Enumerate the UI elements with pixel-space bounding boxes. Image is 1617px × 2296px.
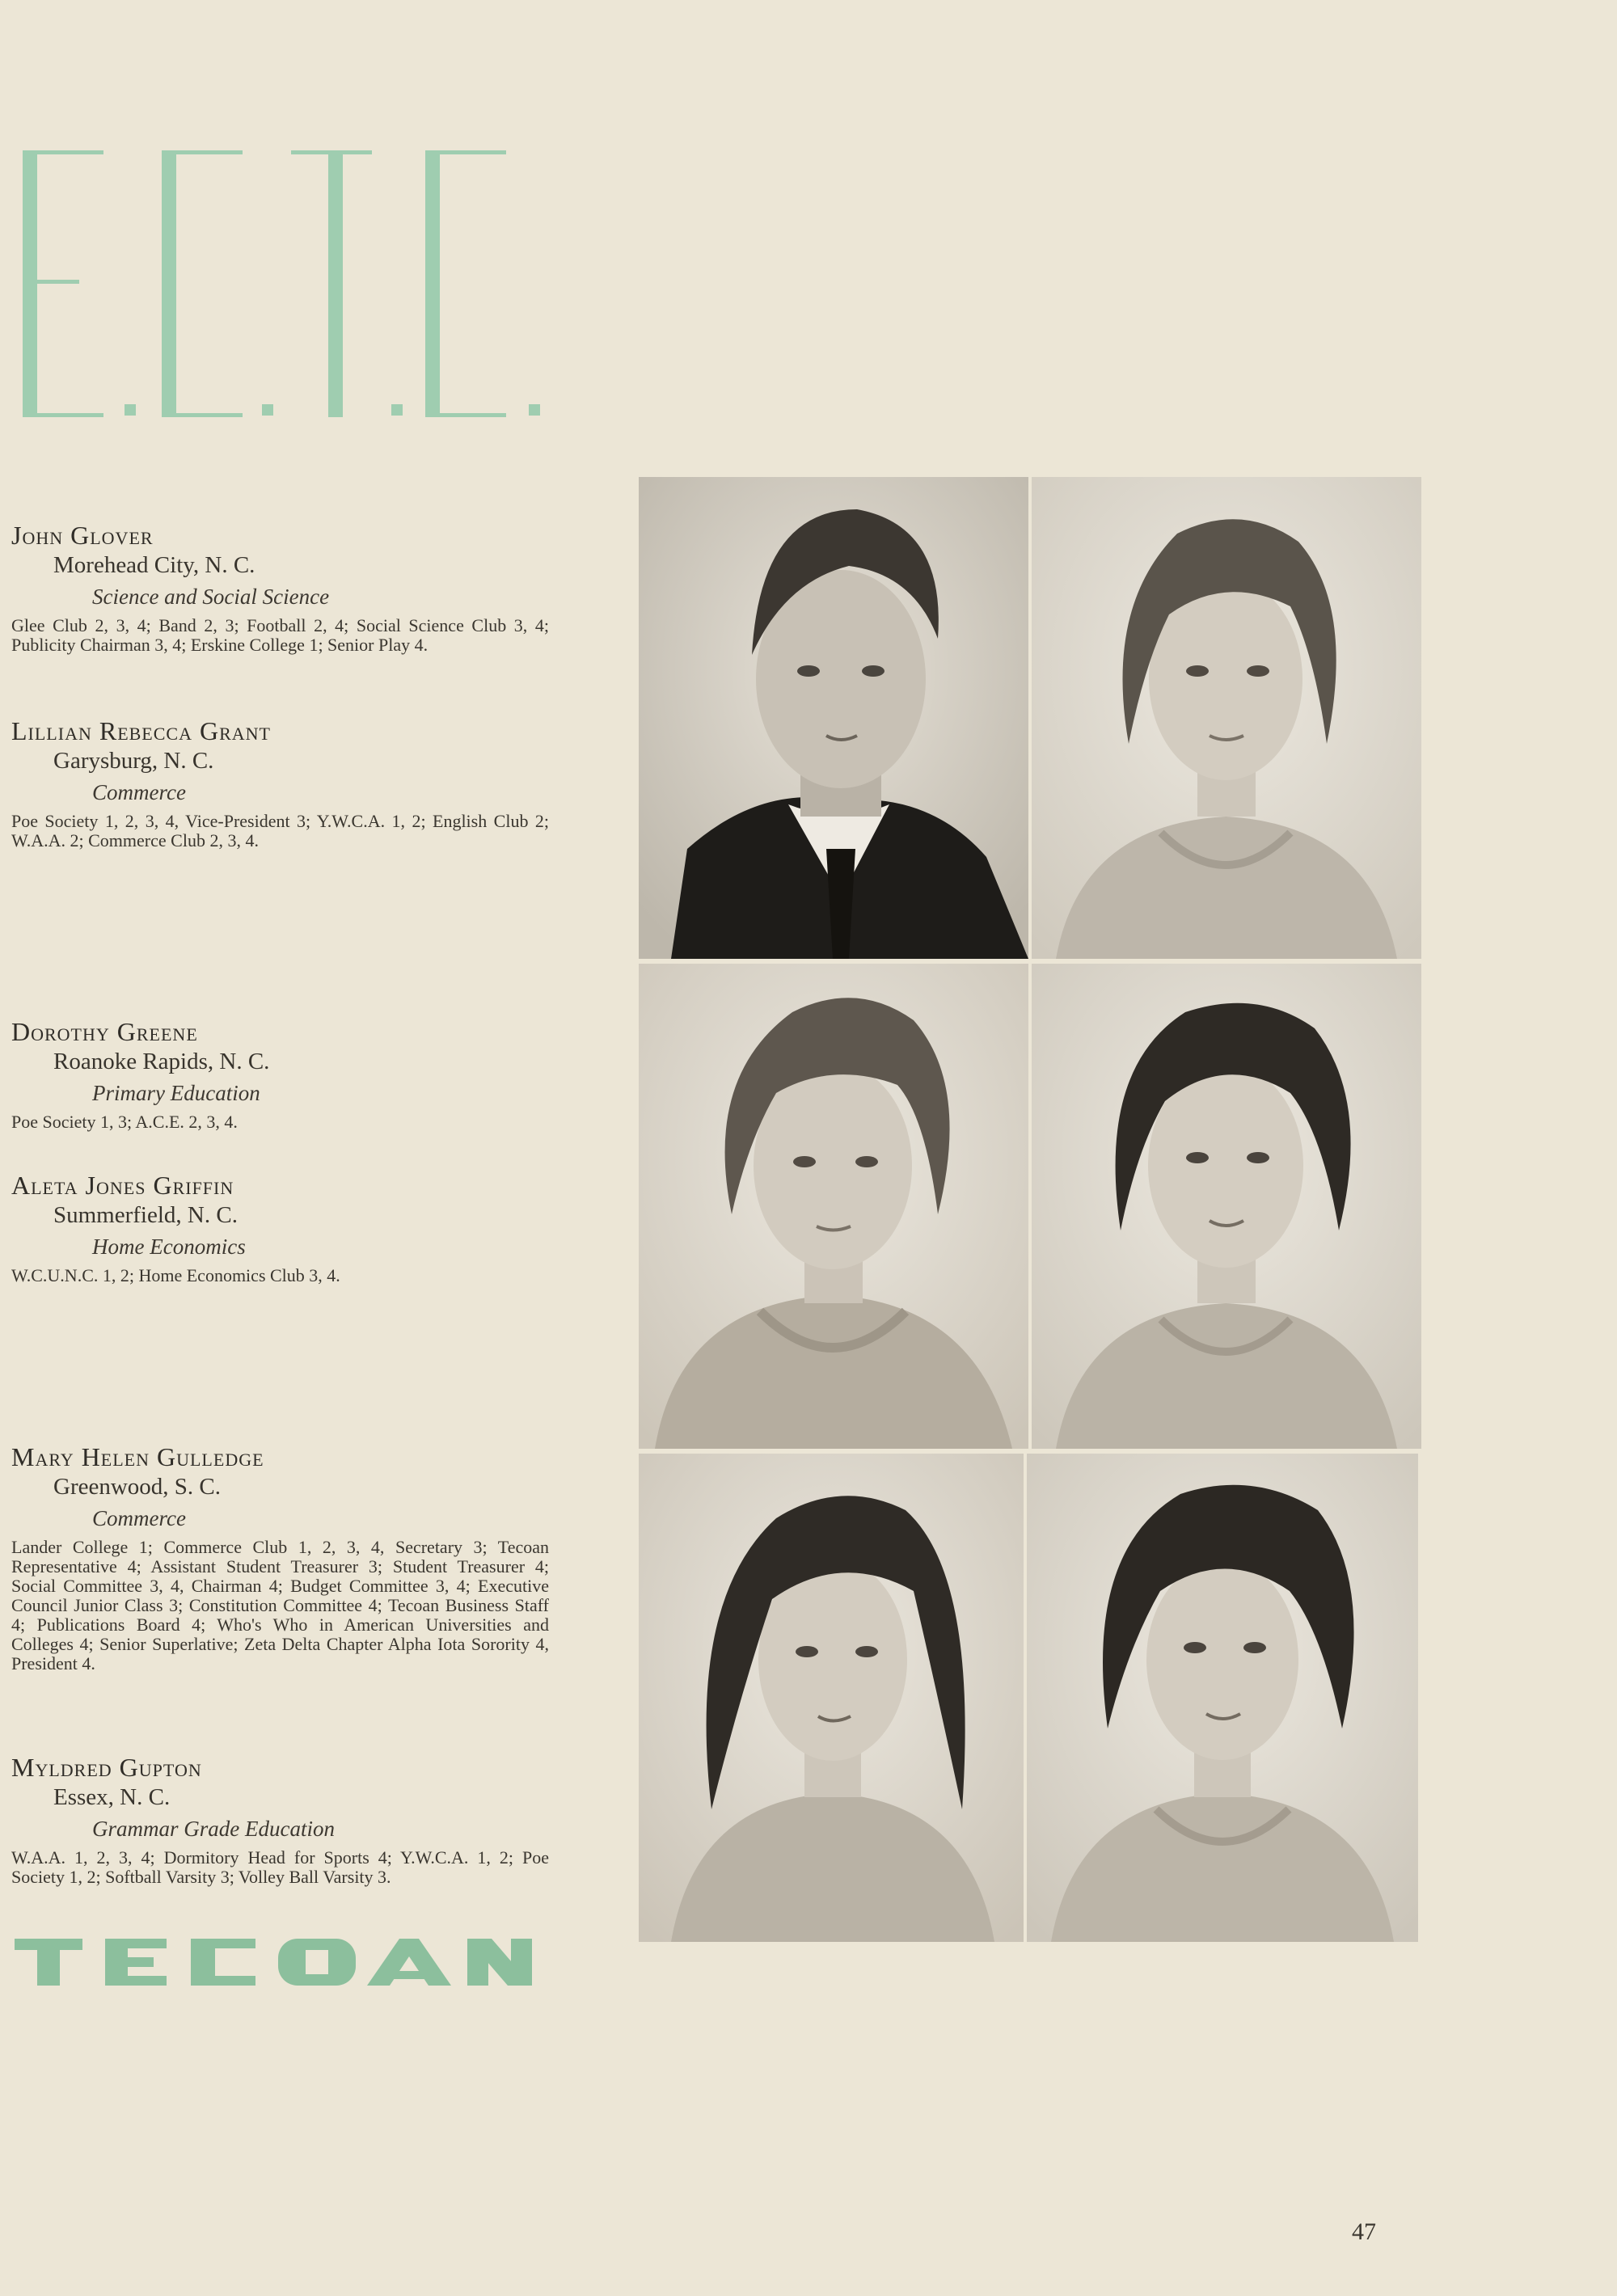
portrait-photo <box>639 1454 1024 1942</box>
portrait-photo <box>639 964 1028 1449</box>
student-hometown: Garysburg, N. C. <box>53 748 214 774</box>
student-name: Mary Helen Gulledge <box>11 1442 264 1471</box>
page-number: 47 <box>1352 2218 1376 2245</box>
student-major: Commerce <box>92 780 186 804</box>
student-hometown: Essex, N. C. <box>53 1784 171 1810</box>
student-entry <box>11 1442 553 1673</box>
student-major: Commerce <box>92 1506 186 1530</box>
student-major: Primary Education <box>92 1081 260 1105</box>
student-entry <box>11 716 553 850</box>
college-title <box>23 150 556 417</box>
student-activities: Poe Society 1, 3; A.C.E. 2, 3, 4. <box>11 1112 238 1132</box>
student-entry <box>11 1171 553 1285</box>
portrait-photo <box>639 477 1028 959</box>
student-activities: Glee Club 2, 3, 4; Band 2, 3; Football 2, 4; Social Science Club 3, 4; Publicity Chairman 3, 4; Erskine College 1; Senior Play 4. <box>11 615 549 655</box>
student-major: Home Economics <box>92 1235 246 1259</box>
student-major: Grammar Grade Education <box>92 1817 335 1841</box>
portrait-photo <box>1032 477 1421 959</box>
student-name: Dorothy Greene <box>11 1017 198 1046</box>
portrait-photo <box>1032 964 1421 1449</box>
student-hometown: Greenwood, S. C. <box>53 1474 222 1500</box>
student-activities: Poe Society 1, 2, 3, 4, Vice-President 3; Y.W.C.A. 1, 2; English Club 2; W.A.A. 2; Commerce Club 2, 3, 4. <box>11 811 549 850</box>
student-name: John Glover <box>11 521 154 550</box>
student-hometown: Roanoke Rapids, N. C. <box>53 1049 270 1074</box>
student-name: Myldred Gupton <box>11 1753 202 1782</box>
tecoan-logo <box>15 1939 532 1986</box>
student-name: Lillian Rebecca Grant <box>11 716 271 745</box>
student-entry <box>11 1753 553 1887</box>
portrait-photo <box>1027 1454 1418 1942</box>
student-name: Aleta Jones Griffin <box>11 1171 234 1200</box>
student-entry <box>11 1017 553 1132</box>
student-activities: W.C.U.N.C. 1, 2; Home Economics Club 3, 4. <box>11 1265 340 1285</box>
student-hometown: Morehead City, N. C. <box>53 552 255 578</box>
student-activities: Lander College 1; Commerce Club 1, 2, 3, 4, Secretary 3; Tecoan Representative 4; Assistant Student Treasurer 3; Student Treasurer 4; Social Committee 3, 4, Chairman 4; Budget Committee 3, 4; Executive Council Junior Class 3; Constitution Committee 4; Tecoan Business Staff 4; Publications Board 4; Who's Who in American Universities and Colleges 4; Senior Superlative; Zeta Delta Chapter Alpha Iota Sorority 4, President 4. <box>11 1537 549 1673</box>
student-hometown: Summerfield, N. C. <box>53 1202 238 1228</box>
student-entry <box>11 521 553 655</box>
student-major: Science and Social Science <box>92 585 330 609</box>
student-activities: W.A.A. 1, 2, 3, 4; Dormitory Head for Sports 4; Y.W.C.A. 1, 2; Poe Society 1, 2; Softball Varsity 3; Volley Ball Varsity 3. <box>11 1847 549 1887</box>
